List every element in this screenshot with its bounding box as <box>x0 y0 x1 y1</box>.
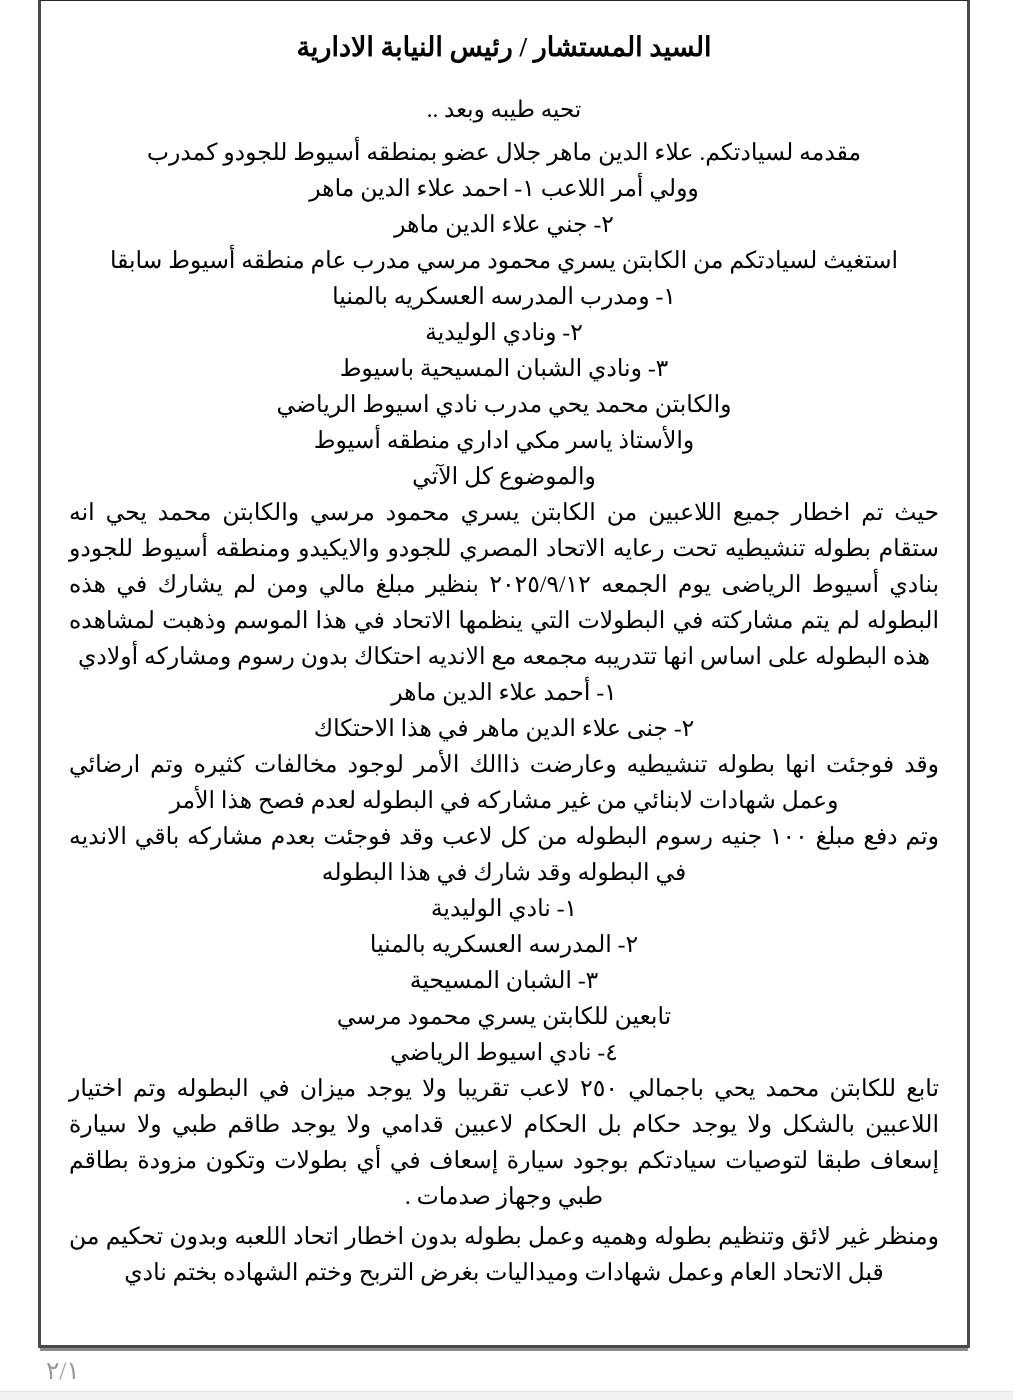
intro-line: ٢- جني علاء الدين ماهر <box>394 211 614 238</box>
viewer-bottom-strip <box>0 1391 1013 1400</box>
intro-line: استغيث لسيادتكم من الكابتن يسري محمود مرسي مدرب عام منطقه أسيوط سابقا <box>109 247 899 274</box>
intro-lines-group <box>59 135 949 495</box>
intro-line: والموضوع كل الآتي <box>412 463 596 490</box>
greeting-line: تحيه طيبه وبعد .. <box>426 96 582 122</box>
intro-line: ١- ومدرب المدرسه العسكريه بالمنيا <box>332 283 676 310</box>
body-paragraph-5: ومنظر غير لائق وتنظيم بطوله وهميه وعمل بطوله بدون اخطار اتحاد اللعبه وبدون تحكيم من قبل الاتحاد العام وعمل شهادات وميداليات بغرض التربح وختم الشهاده بختم نادي <box>69 1223 939 1286</box>
club-list-item: ٢- المدرسه العسكريه بالمنيا <box>369 931 639 958</box>
club-list-item: ٣- الشبان المسيحية <box>409 967 599 994</box>
page-number: ٢/١ <box>46 1358 80 1385</box>
child-line: ١- أحمد علاء الدين ماهر <box>391 679 617 706</box>
body-paragraph-2: وقد فوجئت انها بطوله تنشيطيه وعارضت ذاالك الأمر لوجود مخالفات كثيره وتم ارضائي وعمل شهادات لابنائي من غير مشاركه في البطوله لعدم فصح هذا الأمر <box>69 751 939 814</box>
body-paragraph-4: تابع للكابتن محمد يحي باجمالي ٢٥٠ لاعب تقريبا ولا يوجد ميزان في البطوله وتم اختيار اللاعبين بالشكل ولا يوجد حكام بل الحكام لاعبين قدامي ولا يوجد طاقم طبي ولا سيارة إسعاف طبقا لتوصيات سيادتكم بوجود سيارة إسعاف في أي بطولات وتكون مزودة بطاقم طبي وجهاز صدمات . <box>69 1075 940 1210</box>
club-affiliation-line: تابعين للكابتن يسري محمود مرسي <box>336 1003 672 1030</box>
document-page-frame <box>38 0 970 1348</box>
document-content <box>41 1 967 1345</box>
intro-line: وولي أمر اللاعب ١- احمد علاء الدين ماهر <box>309 175 699 202</box>
intro-line: ٢- ونادي الوليدية <box>425 319 583 346</box>
club-list-item: ١- نادي الوليدية <box>430 895 578 922</box>
club-list-item: ٤- نادي اسيوط الرياضي <box>390 1039 618 1066</box>
intro-line: مقدمه لسيادتكم. علاء الدين ماهر جلال عضو بمنطقه أسيوط للجودو كمدرب <box>146 139 862 166</box>
body-paragraph-1: حيث تم اخطار جميع اللاعبين من الكابتن يسري محمود مرسي والكابتن محمد يحي انه ستقام بطوله تنشيطيه تحت رعايه الاتحاد المصري للجودو والايكيدو ومنطقه أسيوط للجودو بنادي أسيوط الرياضى يوم الجمعه ٢٠٢٥/٩/١٢ بنظير مبلغ مالي ومن لم يشارك في هذه البطوله لم يتم مشاركته في البطولات التي ينظمها الاتحاد في هذا الموسم وذهبت لمشاهده هذه البطوله على اساس انها تتدريبه مجمعه مع الانديه احتكاك بدون رسوم ومشاركه أولادي <box>69 499 940 670</box>
intro-line: والأستاذ ياسر مكي اداري منطقه أسيوط <box>313 427 695 454</box>
child-line: ٢- جنى علاء الدين ماهر في هذا الاحتكاك <box>313 715 695 742</box>
page-title: السيد المستشار / رئيس النيابة الادارية <box>296 32 712 62</box>
intro-line: والكابتن محمد يحي مدرب نادي اسيوط الرياضي <box>276 391 732 418</box>
intro-line: ٣- ونادي الشبان المسيحية باسيوط <box>339 355 669 382</box>
body-paragraph-3: وتم دفع مبلغ ١٠٠ جنيه رسوم البطوله من كل لاعب وقد فوجئت بعدم مشاركه باقي الانديه في البطوله وقد شارك في هذا البطوله <box>69 823 939 886</box>
